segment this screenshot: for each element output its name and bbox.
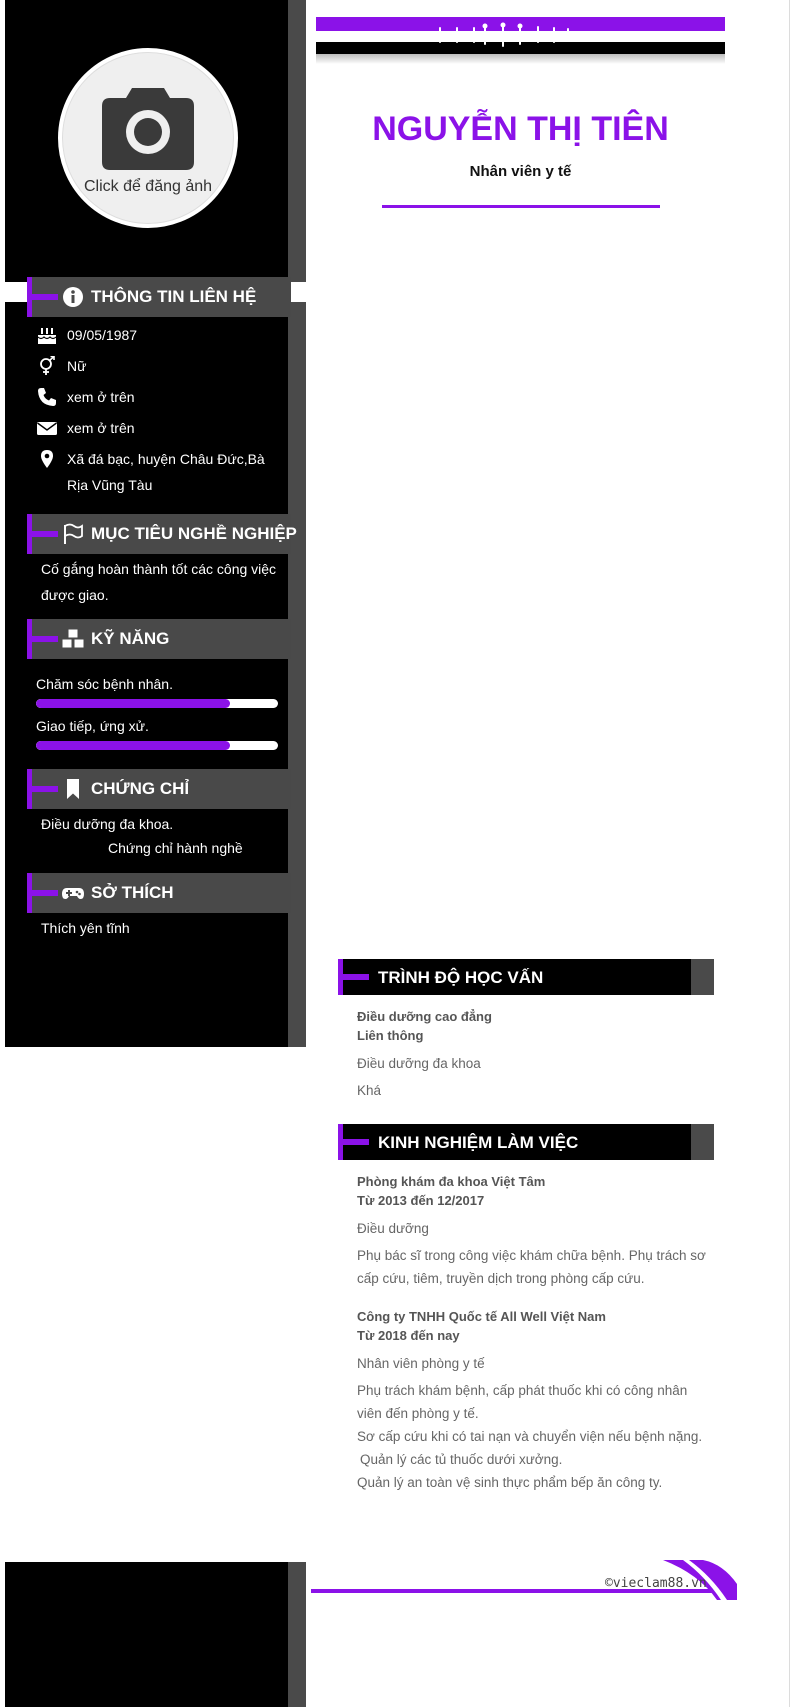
education-title: TRÌNH ĐỘ HỌC VẤN	[378, 968, 544, 987]
certificates-section-header	[27, 769, 291, 809]
job-description-line	[357, 1448, 709, 1471]
hobbies-text: Thích yên tĩnh	[41, 920, 130, 936]
job-period: Từ 2013 đến 12/2017	[357, 1193, 485, 1208]
skill-bar-fill	[36, 699, 230, 708]
certificate-line-1: Điều dưỡng đa khoa.	[41, 816, 174, 832]
skill-name: Chăm sóc bệnh nhân.	[36, 676, 173, 692]
header-accent-dash	[32, 786, 58, 792]
header-accent-dash	[32, 890, 58, 896]
envelope-icon	[37, 418, 57, 438]
hobbies-section-header	[27, 873, 291, 913]
birthday-value: 09/05/1987	[67, 327, 138, 343]
education-school	[357, 1007, 492, 1045]
location-pin-icon	[37, 449, 57, 469]
name-divider	[382, 205, 660, 208]
sidebar-side-strip	[288, 302, 306, 1047]
job-description-line: Sơ cấp cứu khi có tai nạn và chuyển viện nếu bệnh nặng.	[357, 1429, 703, 1444]
gender-icon	[37, 356, 57, 376]
header-accent-dash	[343, 974, 369, 980]
job-header	[357, 1172, 545, 1210]
flag-icon	[61, 523, 85, 545]
education-section-header	[338, 959, 714, 995]
photo-side-strip	[288, 0, 306, 282]
education-major: Điều dưỡng đa khoa	[357, 1056, 481, 1071]
birthday-cake-icon	[37, 325, 57, 345]
footer-black-block	[5, 1562, 288, 1707]
header-accent-dash	[32, 636, 58, 642]
skills-title: KỸ NĂNG	[91, 629, 170, 648]
photo-caption: Click để đăng ảnh	[83, 178, 213, 195]
education-school-line-1: Điều dưỡng cao đẳng	[357, 1009, 492, 1024]
bookmark-icon	[61, 778, 85, 800]
info-icon	[61, 286, 85, 308]
job-company: Phòng khám đa khoa Việt Tâm	[357, 1174, 546, 1189]
job-position: Điều dưỡng	[357, 1221, 429, 1236]
objective-section-header	[27, 514, 297, 554]
phone-icon	[37, 387, 57, 407]
job-description: Phụ bác sĩ trong công việc khám chữa bệnh. Phụ trách sơ cấp cứu, tiêm, truyền dịch trong phòng cấp cứu.	[357, 1248, 706, 1286]
header-accent-dash	[32, 294, 58, 300]
education-grade: Khá	[357, 1083, 382, 1098]
gamepad-icon	[61, 882, 85, 904]
gender-value: Nữ	[67, 358, 87, 374]
header-shadow	[316, 54, 725, 64]
candidate-name: NGUYỄN THỊ TIÊN	[372, 110, 669, 148]
skill-bar	[36, 741, 278, 750]
contact-section-header	[27, 277, 291, 317]
cubes-icon	[61, 628, 85, 650]
skill-bar-fill	[36, 741, 230, 750]
job-description-line: Quản lý an toàn vệ sinh thực phẩm bếp ăn công ty.	[357, 1475, 663, 1490]
email-value: xem ở trên	[67, 420, 135, 436]
binder-rings-decoration	[430, 22, 570, 48]
header-accent-dash	[343, 1139, 369, 1145]
header-endcap	[691, 959, 714, 995]
objective-text: Cố gắng hoàn thành tốt các công việc được giao.	[41, 561, 277, 603]
education-school-line-2: Liên thông	[357, 1028, 424, 1043]
hobbies-title: SỞ THÍCH	[91, 883, 174, 902]
cv-page	[5, 0, 790, 1707]
objective-title: MỤC TIÊU NGHỀ NGHIỆP	[91, 524, 297, 543]
address-value: Xã đá bạc, huyện Châu Đức,Bà Rịa Vũng Tàu	[67, 451, 265, 493]
job-company: Công ty TNHH Quốc tế All Well Việt Nam	[357, 1309, 606, 1324]
watermark: ©vieclam88.vn	[605, 1576, 707, 1591]
header-endcap	[691, 1124, 714, 1160]
footer-side-strip	[288, 1562, 306, 1707]
job-period: Từ 2018 đến nay	[357, 1328, 460, 1343]
job-description	[357, 1379, 709, 1494]
contact-title: THÔNG TIN LIÊN HỆ	[91, 287, 257, 306]
job-description-line: Phụ trách khám bệnh, cấp phát thuốc khi có công nhân viên đến phòng y tế.	[357, 1383, 688, 1421]
certificates-title: CHỨNG CHỈ	[91, 779, 190, 798]
camera-icon	[102, 80, 194, 172]
job-description-item: Quản lý các tủ thuốc dưới xưởng.	[360, 1452, 563, 1467]
photo-panel	[5, 0, 288, 282]
avatar-upload[interactable]	[58, 48, 238, 228]
skill-name: Giao tiếp, ứng xử.	[36, 718, 149, 734]
job-header	[357, 1307, 606, 1345]
skill-bar	[36, 699, 278, 708]
skills-section-header	[27, 619, 291, 659]
job-position: Nhân viên phòng y tế	[357, 1356, 485, 1371]
experience-section-header	[338, 1124, 714, 1160]
phone-value: xem ở trên	[67, 389, 135, 405]
header-accent-dash	[32, 531, 58, 537]
experience-title: KINH NGHIỆM LÀM VIỆC	[378, 1133, 579, 1152]
certificate-line-2: Chứng chỉ hành nghề	[108, 840, 243, 856]
candidate-role: Nhân viên y tế	[469, 163, 572, 180]
